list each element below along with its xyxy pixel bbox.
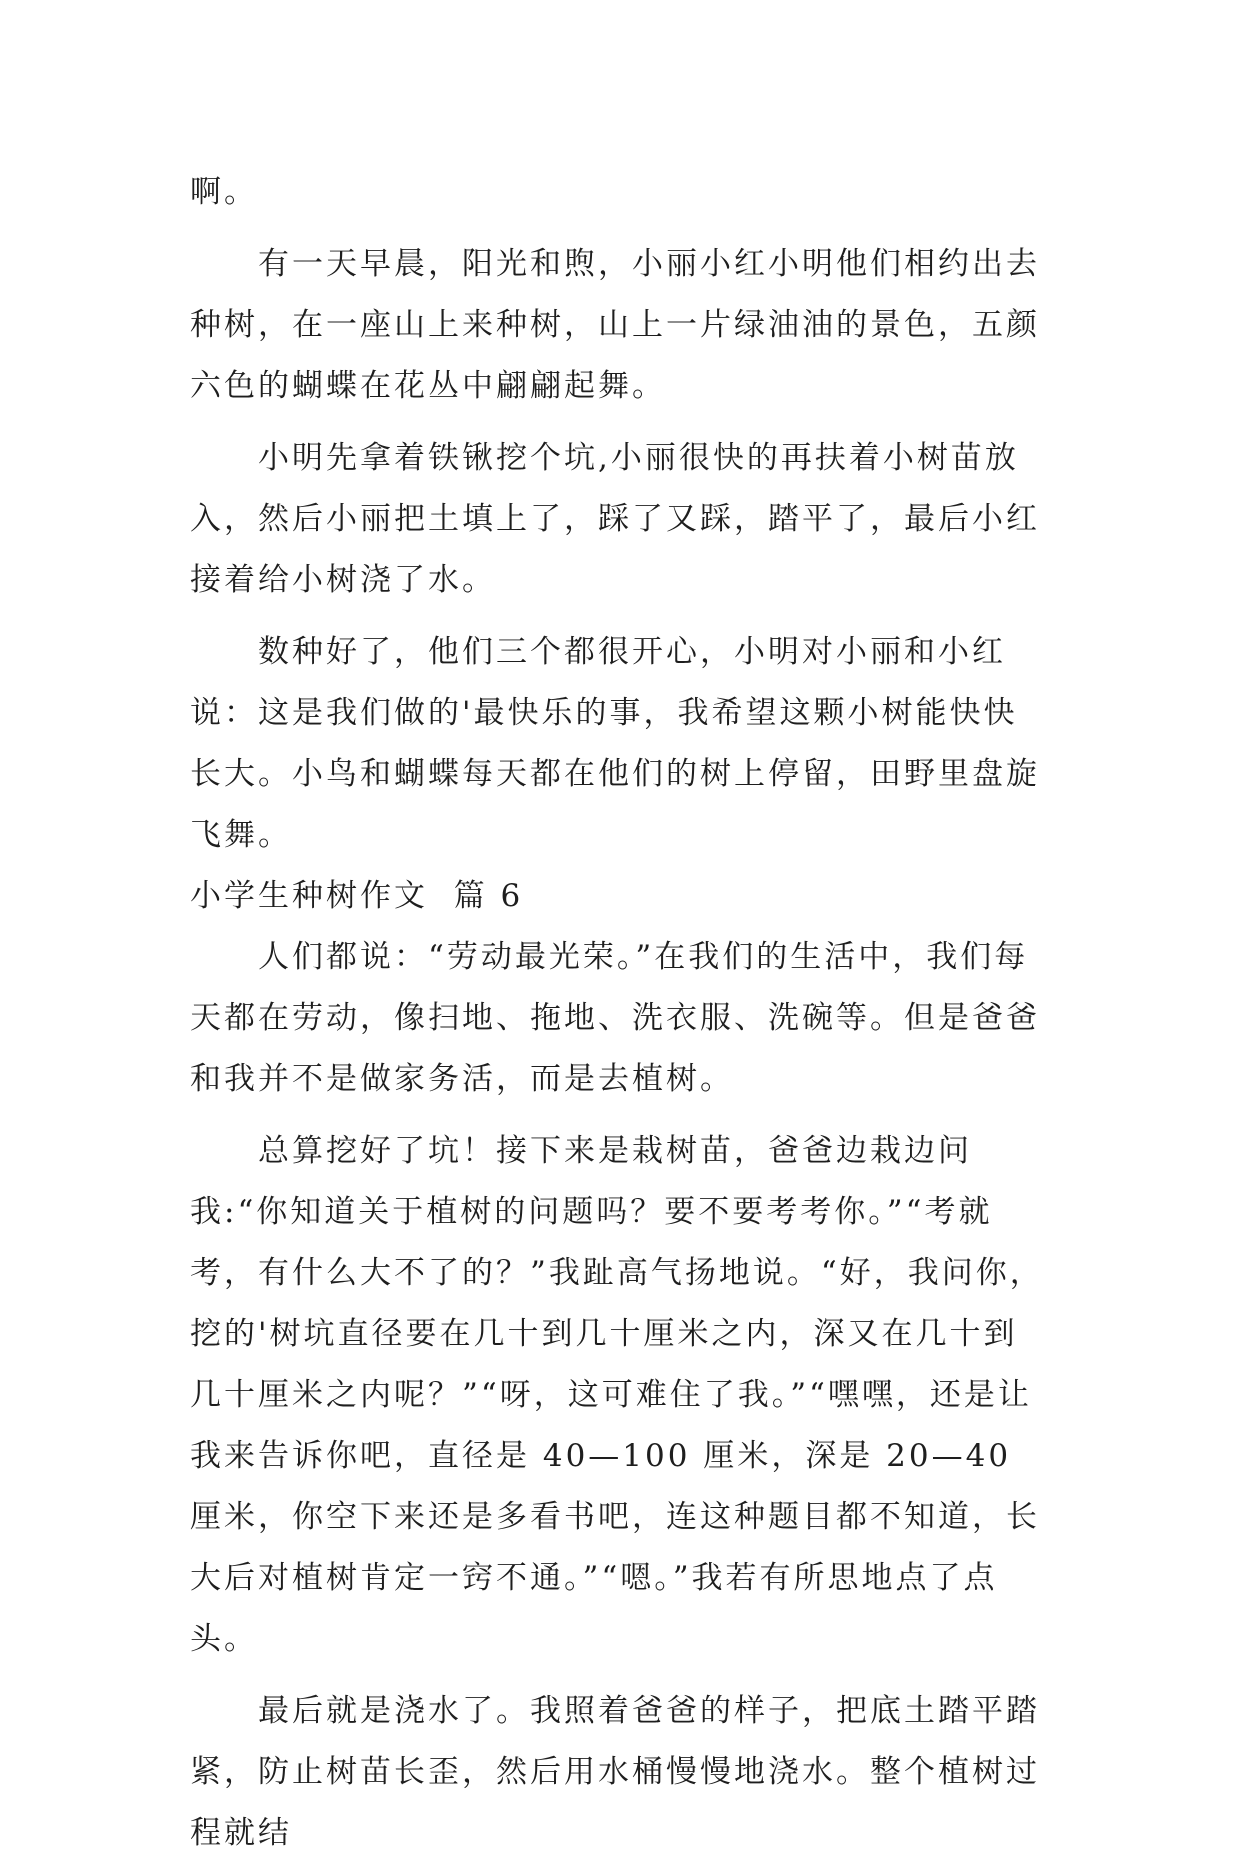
paragraph: 人们都说：“劳动最光荣。”在我们的生活中，我们每天都在劳动，像扫地、拖地、洗衣服、洗碗等。但是爸爸和我并不是做家务活，而是去植树。 (190, 939, 1040, 1097)
paragraph: 小明先拿着铁锹挖个坑,小丽很快的再扶着小树苗放入，然后小丽把土填上了，踩了又踩，踏平了，最后小红接着给小树浇了水。 (190, 440, 1040, 598)
section-heading: 小学生种树作文 篇 6 (190, 878, 524, 914)
paragraph: 总算挖好了坑！接下来是栽树苗，爸爸边栽边问我:“你知道关于植树的问题吗？要不要考考你。”“考就考，有什么大不了的？”我趾高气扬地说。“好，我问你，挖的'树坑直径要在几十到几十厘米之内，深又在几十到几十厘米之内呢？”“呀，这可难住了我。”“嘿嘿，还是让我来告诉你吧，直径是 40—100 厘米，深是 20—40 厘米，你空下来还是多看书吧，连这种题目都不知道，长大后对植树肯定一窍不通。”“嗯。”我若有所思地点了点头。 (190, 1133, 1044, 1657)
paragraph-continuation: 啊。 (190, 174, 258, 210)
paragraph: 数种好了，他们三个都很开心，小明对小丽和小红说：这是我们做的'最快乐的事，我希望这颗小树能快快长大。小鸟和蝴蝶每天都在他们的树上停留，田野里盘旋飞舞。 (190, 634, 1040, 853)
paragraph: 最后就是浇水了。我照着爸爸的样子，把底土踏平踏紧，防止树苗长歪，然后用水桶慢慢地浇水。整个植树过程就结 (190, 1693, 1040, 1851)
paragraph: 有一天早晨，阳光和煦，小丽小红小明他们相约出去种树，在一座山上来种树，山上一片绿油油的景色，五颜六色的蝴蝶在花丛中翩翩起舞。 (190, 246, 1040, 404)
article-body (190, 162, 1050, 1864)
